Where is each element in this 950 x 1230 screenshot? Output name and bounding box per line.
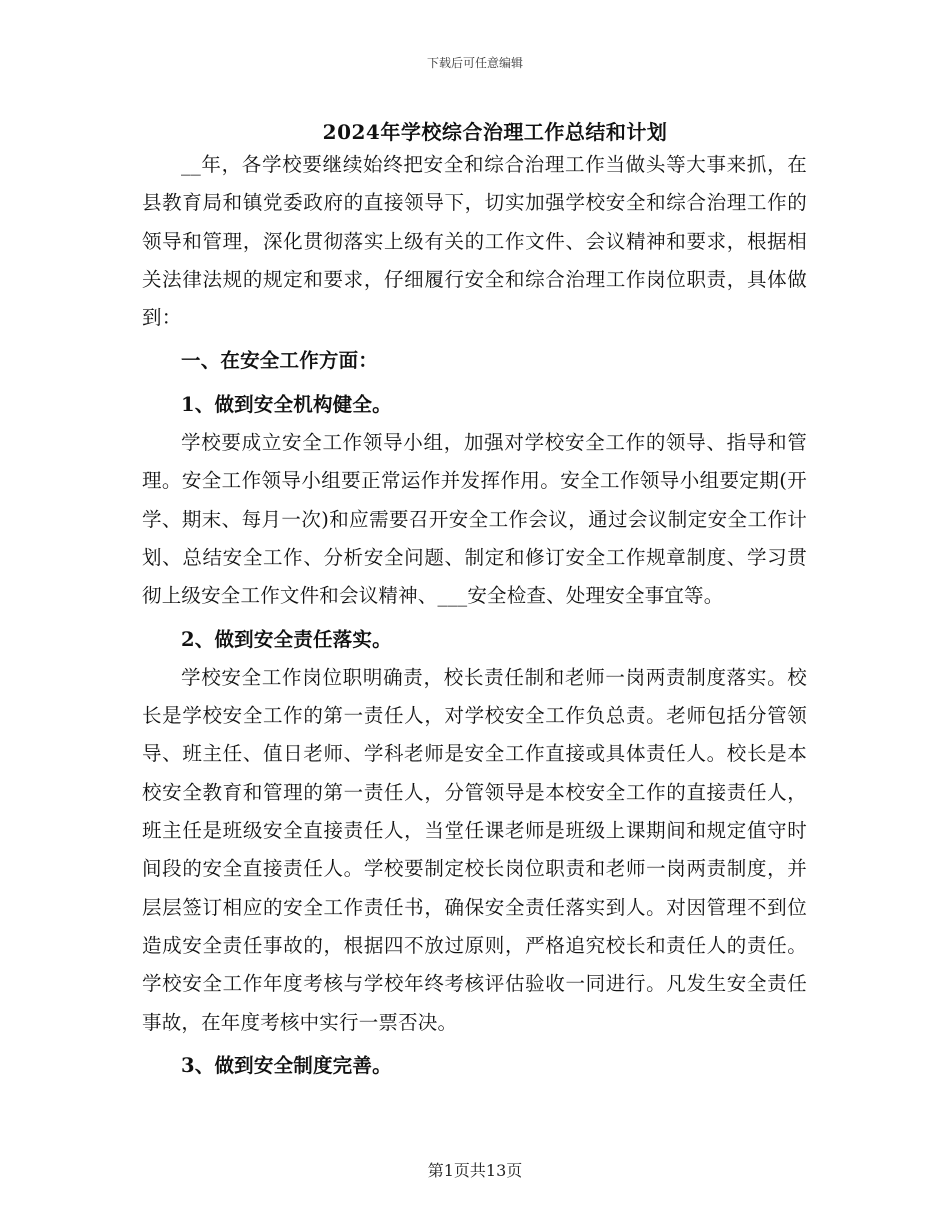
intro-paragraph: __年，各学校要继续始终把安全和综合治理工作当做头等大事来抓，在县教育局和镇党委政府的直接领导下，切实加强学校安全和综合治理工作的领导和管理，深化贯彻落实上级有关的工作文件、会议精神和要求，根据相关法律法规的规定和要求，仔细履行安全和综合治理工作岗位职责，具体做到：: [142, 153, 807, 330]
subheading-system: 3、做到安全制度完善。: [181, 1053, 392, 1077]
section-heading-safety: 一、在安全工作方面：: [181, 349, 379, 373]
header-note: 下载后可任意编辑: [426, 56, 523, 70]
page-footer: 第1页共13页: [427, 1161, 523, 1180]
document-title: 2024年学校综合治理工作总结和计划: [322, 120, 668, 144]
document-body: [142, 146, 807, 1085]
subheading-organization: 1、做到安全机构健全。: [181, 392, 392, 416]
paragraph-organization: 学校要成立安全工作领导小组，加强对学校安全工作的领导、指导和管理。安全工作领导小组要正常运作并发挥作用。安全工作领导小组要定期(开学、期末、每月一次)和应需要召开安全工作会议，通过会议制定安全工作计划、总结安全工作、分析安全问题、制定和修订安全工作规章制度、学习贯彻上级安全工作文件和会议精神、___安全检查、处理安全事宜等。: [142, 431, 807, 608]
subheading-responsibility: 2、做到安全责任落实。: [181, 627, 392, 651]
paragraph-responsibility: 学校安全工作岗位职明确责，校长责任制和老师一岗两责制度落实。校长是学校安全工作的第一责任人，对学校安全工作负总责。老师包括分管领导、班主任、值日老师、学科老师是安全工作直接或具体责任人。校长是本校安全教育和管理的第一责任人，分管领导是本校安全工作的直接责任人，班主任是班级安全直接责任人，当堂任课老师是班级上课期间和规定值守时间段的安全直接责任人。学校要制定校长岗位职责和老师一岗两责制度，并层层签订相应的安全工作责任书，确保安全责任落实到人。对因管理不到位造成安全责任事故的，根据四不放过原则，严格追究校长和责任人的责任。学校安全工作年度考核与学校年终考核评估验收一同进行。凡发生安全责任事故，在年度考核中实行一票否决。: [142, 665, 807, 1034]
